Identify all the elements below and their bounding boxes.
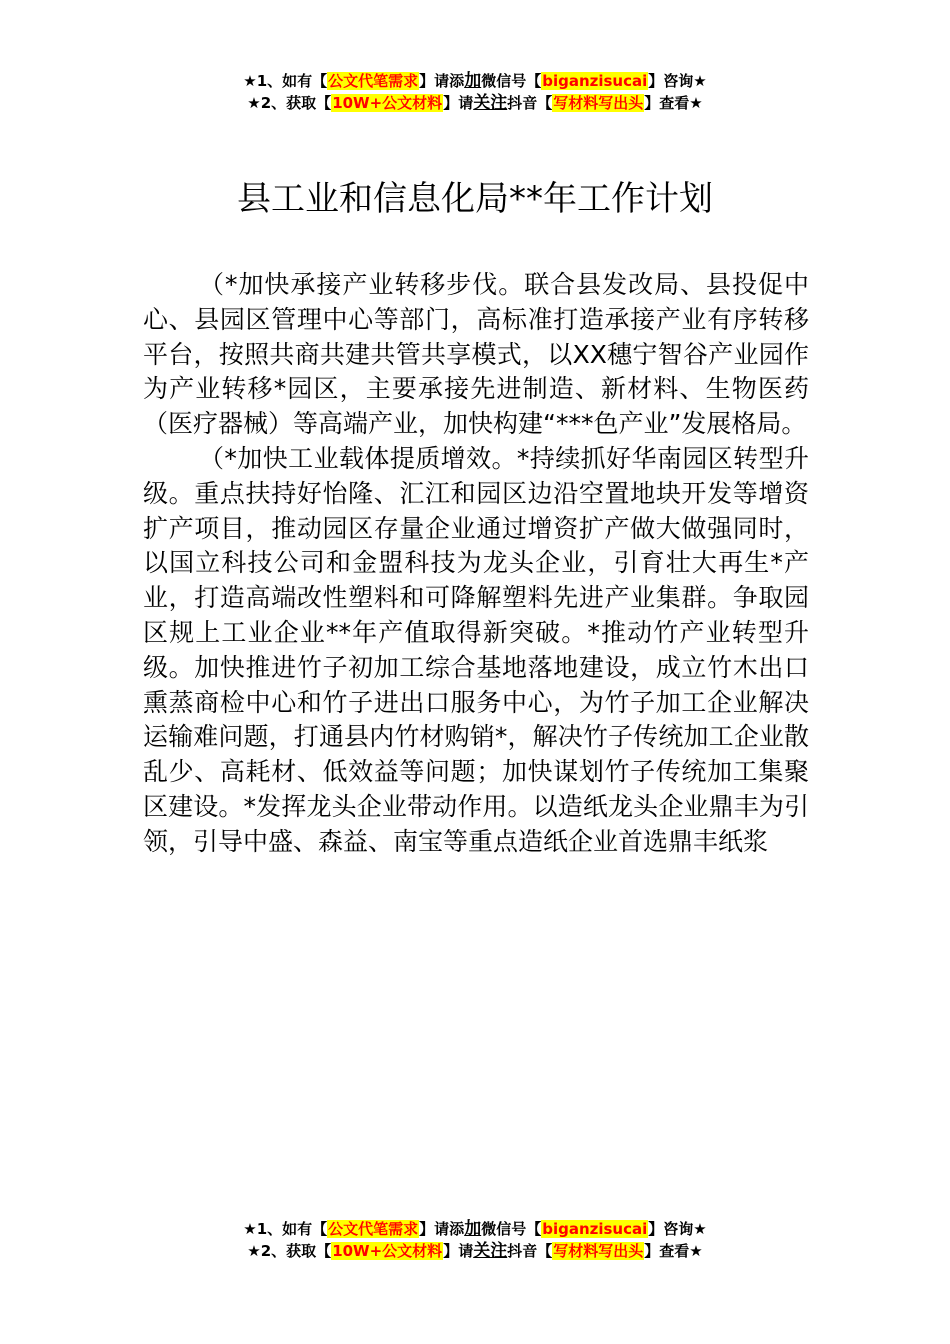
highlight-service: 公文代笔需求 [328,1220,419,1238]
highlight-service: 公文代笔需求 [328,72,419,90]
document-body [143,268,809,860]
promo-line-1: ★1、如有【公文代笔需求】请添加微信号【biganzisucai】咨询★ [243,1219,707,1239]
promo-line-1: ★1、如有【公文代笔需求】请添加微信号【biganzisucai】咨询★ [243,71,707,91]
promo-header [0,70,950,114]
promo-line-2: ★2、获取【10W+公文材料】请关注抖音【写材料写出头】查看★ [247,1241,703,1261]
highlight-materials: 10W+公文材料 [332,94,443,112]
highlight-douyin-account: 写材料写出头 [553,1242,644,1260]
highlight-materials: 10W+公文材料 [332,1242,443,1260]
paragraph-2: （*加快工业载体提质增效。*持续抓好华南园区转型升级。重点扶持好怡隆、汇江和园区边沿空置地块开发等增资扩产项目，推动园区存量企业通过增资扩产做大做强同时，以国立科技公司和金盟科技为龙头企业，引育壮大再生*产业，打造高端改性塑料和可降解塑料先进产业集群。争取园区规上工业企业**年产值取得新突破。*推动竹产业转型升级。加快推进竹子初加工综合基地落地建设，成立竹木出口熏蒸商检中心和竹子进出口服务中心，为竹子加工企业解决运输难问题，打通县内竹材购销*，解决竹子传统加工企业散乱少、高耗材、低效益等问题；加快谋划竹子传统加工集聚区建设。*发挥龙头企业带动作用。以造纸龙头企业鼎丰为引领，引导中盛、森益、南宝等重点造纸企业首选鼎丰纸浆 [143,443,809,856]
promo-footer [0,1218,950,1262]
document-title: 县工业和信息化局**年工作计划 [237,179,713,219]
highlight-wechat-id: biganzisucai [542,72,648,90]
highlight-wechat-id: biganzisucai [542,1220,648,1238]
promo-line-2: ★2、获取【10W+公文材料】请关注抖音【写材料写出头】查看★ [247,93,703,113]
highlight-douyin-account: 写材料写出头 [553,94,644,112]
paragraph-1: （*加快承接产业转移步伐。联合县发改局、县投促中心、县园区管理中心等部门，高标准打造承接产业有序转移平台，按照共商共建共管共享模式，以XX穗宁智谷产业园作为产业转移*园区，主要承接先进制造、新材料、生物医药（医疗器械）等高端产业，加快构建“***色产业”发展格局。 [143,270,809,439]
